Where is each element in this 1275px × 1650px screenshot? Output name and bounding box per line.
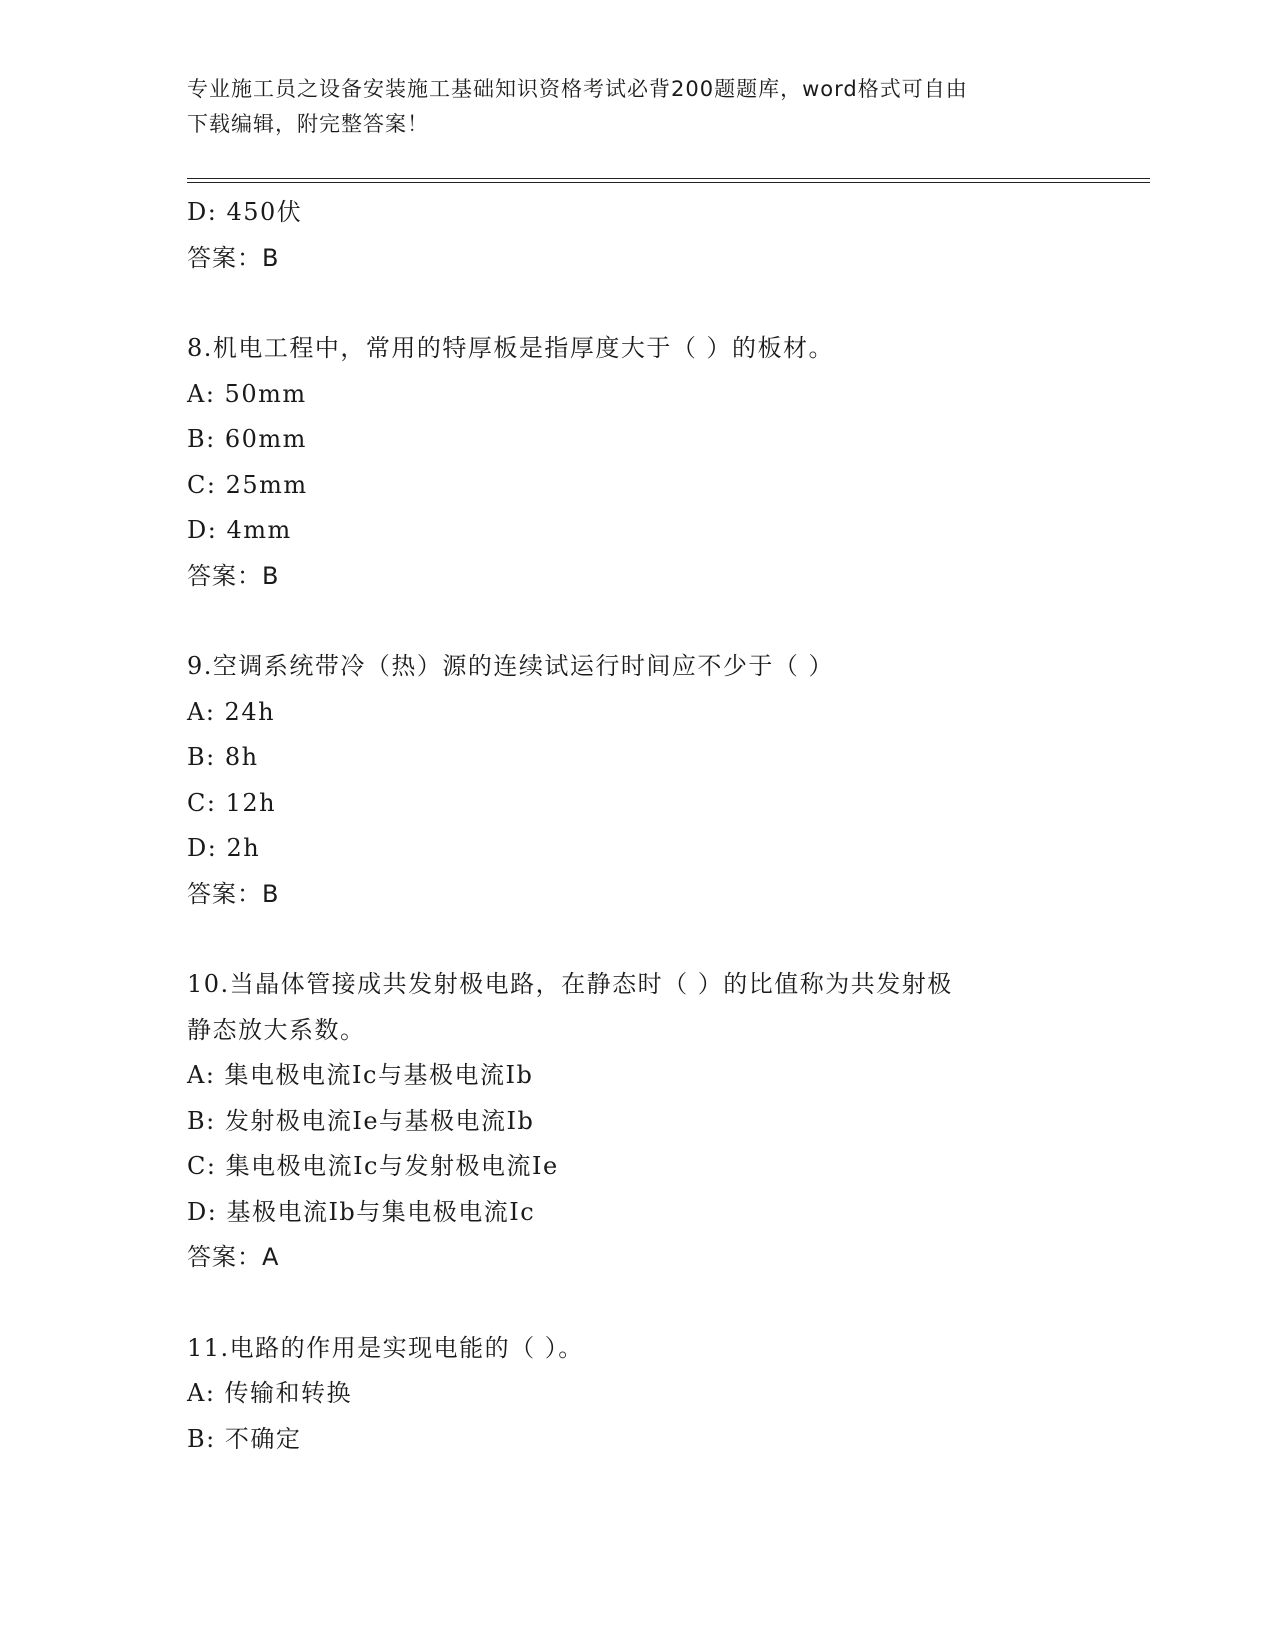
option-b: B: 60mm: [187, 425, 307, 453]
question-9: [187, 644, 1117, 917]
option-d: D: 2h: [187, 834, 261, 862]
option-d: D: 4mm: [187, 516, 292, 544]
option-a: A: 50mm: [187, 379, 307, 408]
question-text-line-2: 静态放大系数。: [187, 1015, 366, 1044]
answer: 答案：B: [187, 879, 280, 908]
option-d: D: 基极电流Ib与集电极电流Ic: [187, 1197, 536, 1226]
option-b: B: 发射极电流Ie与基极电流Ib: [187, 1106, 535, 1135]
question-text: 8.机电工程中，常用的特厚板是指厚度大于（ ）的板材。: [187, 334, 835, 362]
document-body: [187, 190, 1117, 1462]
question-11: [187, 1326, 1117, 1463]
option-c: C: 集电极电流Ic与发射极电流Ie: [187, 1152, 559, 1180]
option-b: B: 8h: [187, 743, 259, 771]
question-fragment: [187, 190, 1117, 281]
header-rule-bottom: [187, 182, 1150, 183]
question-text-line-1: 10.当晶体管接成共发射极电路，在静态时（ ）的比值称为共发射极: [187, 970, 953, 998]
answer: 答案：B: [187, 561, 280, 590]
option-a: A: 24h: [187, 697, 276, 726]
option-b: B: 不确定: [187, 1424, 302, 1453]
header-line-2: 下载编辑，附完整答案！: [187, 112, 429, 136]
option-d: D: 450伏: [187, 198, 303, 226]
question-text: 9.空调系统带冷（热）源的连续试运行时间应不少于（ ）: [187, 652, 835, 680]
document-header: [187, 72, 1067, 142]
question-text: 11.电路的作用是实现电能的（ ）。: [187, 1333, 584, 1362]
option-a: A: 集电极电流Ic与基极电流Ib: [187, 1061, 534, 1089]
question-10: [187, 962, 1117, 1281]
option-c: C: 25mm: [187, 470, 308, 499]
answer: 答案：A: [187, 1243, 280, 1271]
option-a: A: 传输和转换: [187, 1379, 353, 1407]
question-8: [187, 326, 1117, 599]
header-rule-top: [187, 178, 1150, 179]
header-line-1: 专业施工员之设备安装施工基础知识资格考试必背200题题库，word格式可自由: [187, 77, 968, 101]
answer: 答案：B: [187, 243, 280, 272]
option-c: C: 12h: [187, 788, 277, 817]
